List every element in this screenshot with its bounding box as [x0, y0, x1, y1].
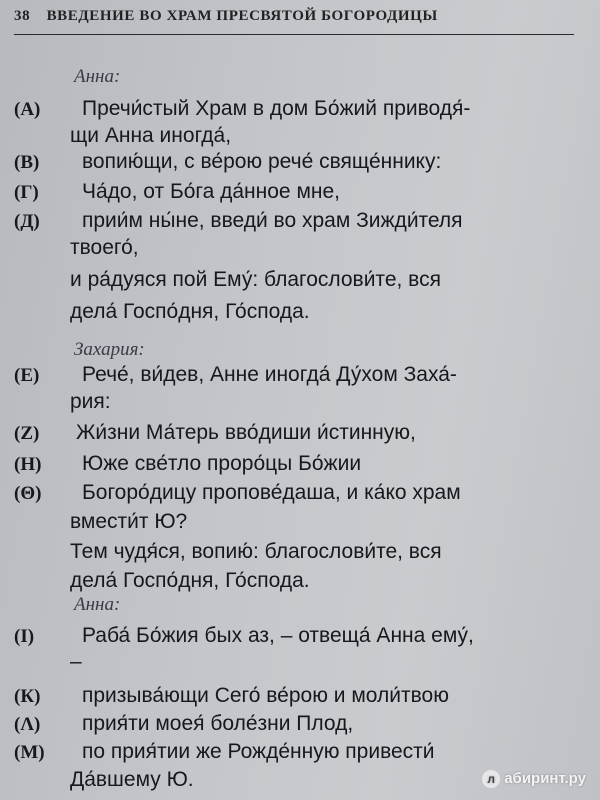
verse-text: призыва́ющи Сего́ ве́рою и моли́твою [82, 684, 449, 707]
verse-line [70, 300, 310, 324]
verse-marker: (К) [14, 686, 41, 707]
verse-text: по прия́тии же Рожде́нную привести́ [82, 740, 435, 763]
verse-text: дела́ Госпо́дня, Го́спода. [70, 300, 310, 323]
verse-line [14, 180, 340, 204]
verse-marker: (Θ) [14, 483, 42, 504]
verse-line [14, 481, 461, 505]
speaker-label-anna: Анна: [74, 594, 121, 615]
verse-line [14, 740, 435, 764]
verse-line [70, 540, 442, 564]
verse-text: твоего́, [70, 236, 139, 259]
labirint-logo-icon: л [482, 770, 500, 788]
bleed-through-text [430, 40, 600, 600]
verse-marker: (I) [14, 626, 35, 647]
verse-text: Да́вшему Ю. [70, 768, 194, 791]
verse-marker: (В) [14, 152, 40, 173]
site-watermark [482, 770, 586, 788]
verse-marker: (Г) [14, 182, 39, 203]
verse-marker: (Н) [14, 454, 42, 475]
chapter-title: ВВЕДЕНИЕ ВО ХРАМ ПРЕСВЯТОЙ БОГОРОДИЦЫ [46, 8, 438, 24]
verse-text: Юже све́тло проро́цы Бо́жии [82, 452, 362, 475]
verse-line [14, 97, 470, 121]
verse-marker: (М) [14, 742, 45, 763]
verse-line [70, 124, 231, 148]
verse-text: и ра́дуяся пой Ему́: благослови́те, вся [70, 268, 441, 291]
verse-line [14, 421, 416, 445]
verse-marker: (Д) [14, 211, 40, 232]
verse-text: Раба́ Бо́жия бых аз, – отвеща́ Анна ему́, [82, 624, 474, 647]
verse-line [14, 712, 353, 736]
verse-marker: (Е) [14, 365, 40, 386]
verse-line [14, 209, 463, 233]
verse-line [70, 768, 194, 792]
verse-text: дела́ Госпо́дня, Го́спода. [70, 569, 310, 592]
header-rule [14, 34, 574, 35]
verse-line [70, 236, 139, 260]
verse-line [14, 684, 449, 708]
verse-text: прии́м ны́не, введи́ во храм Зижди́теля [82, 209, 463, 232]
verse-text: Ча́до, от Бо́га да́нное мне, [82, 180, 340, 203]
verse-line [70, 650, 82, 674]
verse-text: щи Анна иногда́, [70, 124, 232, 147]
verse-text: – [70, 650, 82, 673]
verse-text: рия: [70, 390, 111, 413]
verse-text: вопию́щи, с ве́рою рече́ свяще́ннику: [82, 150, 442, 173]
verse-line [70, 390, 111, 414]
verse-text: вмести́т Ю? [70, 510, 188, 533]
verse-line [14, 150, 441, 174]
verse-text: Богоро́дицу пропове́даша, и ка́ко храм [82, 481, 461, 504]
verse-text: Жи́зни Ма́терь вво́диши и́стинную, [76, 421, 416, 444]
verse-line [70, 510, 187, 534]
speaker-label-anna: Анна: [74, 66, 121, 87]
verse-marker: (Z) [14, 423, 40, 444]
verse-text: Рече́, ви́дев, Анне иногда́ Ду́хом Заха́- [82, 363, 457, 386]
verse-text: Пречи́стый Храм в дом Бо́жий приводя́- [82, 97, 471, 120]
page-number: 38 [14, 8, 31, 24]
verse-line [70, 268, 441, 292]
verse-line [70, 569, 310, 593]
verse-text: прия́ти моея́ боле́зни Плод, [82, 712, 354, 735]
verse-marker: (Λ) [14, 714, 41, 735]
verse-line [14, 624, 474, 648]
verse-text: Тем чудя́ся, вопию́: благослови́те, вся [70, 540, 442, 563]
verse-line [14, 452, 361, 476]
verse-marker: (А) [14, 99, 41, 120]
speaker-label-zachariah: Захария: [74, 339, 145, 360]
verse-line [14, 363, 457, 387]
running-header [14, 8, 574, 25]
watermark-text: абиринт.ру [504, 769, 586, 787]
